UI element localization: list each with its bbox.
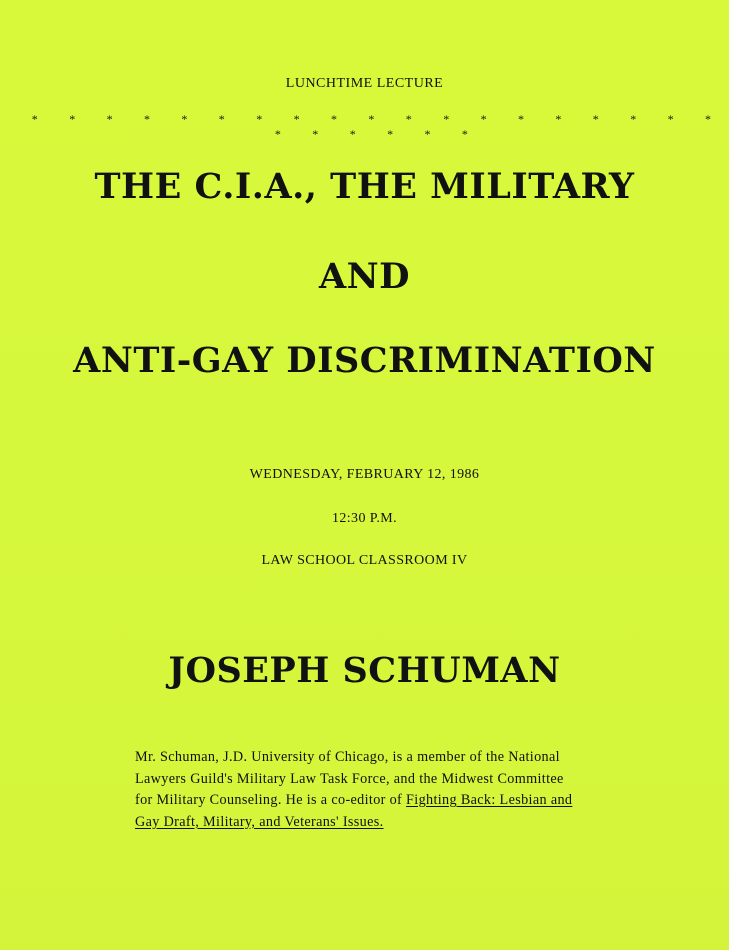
headline-line-2: AND (319, 256, 410, 297)
book-title-part-1: Fighting Back: Lesbian and (406, 792, 573, 808)
star-divider: * * * * * * * * * * * * * * * * * * * * * * * * * (31, 112, 726, 141)
bio-line-2: Lawyers Guild's Military Law Task Force, and the Midwest Committee (135, 770, 564, 787)
bio-line-3 (135, 790, 635, 812)
bio-line-4 (135, 812, 635, 834)
book-title-part-2: Gay Draft, Military, and Veterans' Issues. (135, 813, 384, 830)
headline-line-3: ANTI-GAY DISCRIMINATION (73, 340, 656, 381)
event-date: WEDNESDAY, FEBRUARY 12, 1986 (249, 467, 480, 482)
headline-line-1: THE C.I.A., THE MILITARY (94, 166, 635, 207)
event-time: 12:30 P.M. (331, 511, 398, 526)
event-location: LAW SCHOOL CLASSROOM IV (261, 553, 468, 568)
bio-line-1: Mr. Schuman, J.D. University of Chicago, is a member of the National (135, 749, 560, 765)
speaker-name: JOSEPH SCHUMAN (168, 650, 561, 691)
event-type-label: LUNCHTIME LECTURE (285, 76, 444, 91)
speaker-bio (135, 747, 635, 833)
bio-line-3-text: for Military Counseling. He is a co-editor of (135, 792, 407, 808)
